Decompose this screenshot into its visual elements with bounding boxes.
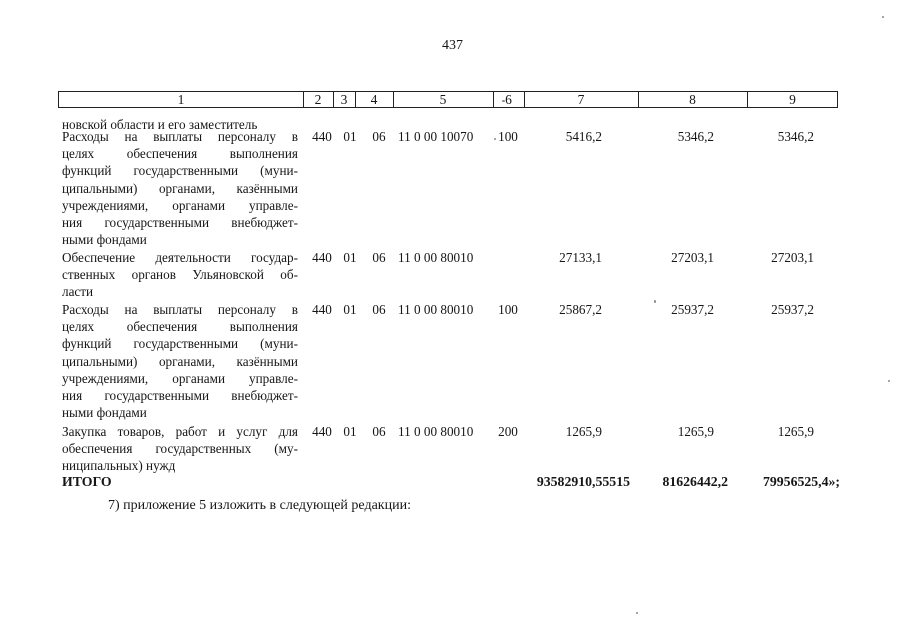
scan-speck (882, 16, 884, 18)
cell-gp: 440 (312, 424, 332, 439)
total-year-2: 81626442,2 (662, 474, 728, 489)
scan-speck (654, 300, 656, 303)
cell-rz: 01 (343, 424, 357, 439)
description-line: Расходы на выплаты персоналу в (62, 129, 298, 144)
description-line: ласти (62, 284, 94, 300)
column-header-5: 5 (393, 92, 494, 107)
cell-y1: 25867,2 (559, 302, 602, 317)
scan-speck (502, 100, 505, 102)
description-line: ципальными) органами, казёнными (62, 353, 298, 369)
description-line: ными фондами (62, 232, 147, 248)
cell-y1: 1265,9 (565, 424, 602, 439)
description-line: Расходы на выплаты персоналу в (62, 302, 298, 317)
cell-csr: 11 0 00 80010 (398, 424, 474, 439)
total-year-3: 79956525,4»; (762, 474, 840, 489)
cell-csr: 11 0 00 80010 (398, 250, 474, 265)
description-line: целях обеспечения выполнения (62, 319, 298, 335)
total-year-1: 93582910,55515 (536, 474, 630, 489)
cell-y3: 27203,1 (771, 250, 814, 265)
column-header-6: 6 (493, 92, 525, 107)
cell-gp: 440 (312, 302, 332, 317)
description-line: новской области и его заместитель (62, 117, 258, 132)
description-line: ниципальных) нужд (62, 458, 176, 474)
column-header-3: 3 (333, 92, 356, 107)
cell-y1: 27133,1 (559, 250, 602, 265)
row-description (62, 249, 298, 301)
cell-vr: 100 (498, 129, 518, 144)
scan-speck (494, 138, 496, 140)
scan-speck (636, 612, 638, 614)
scan-speck (888, 380, 890, 382)
row-description (62, 128, 298, 248)
cell-y2: 27203,1 (671, 250, 714, 265)
description-line: функций государственными (муни- (62, 336, 298, 352)
cell-y3: 5346,2 (777, 129, 814, 144)
column-header-9: 9 (789, 92, 796, 107)
cell-csr: 11 0 00 80010 (398, 302, 474, 317)
cell-y2: 1265,9 (677, 424, 714, 439)
cell-gp: 440 (312, 250, 332, 265)
total-label: ИТОГО (62, 474, 112, 489)
column-header-7: 7 (524, 92, 639, 107)
description-line: ственных органов Ульяновской об- (62, 267, 298, 283)
description-line: функций государственными (муни- (62, 163, 298, 179)
cell-csr: 11 0 00 10070 (398, 129, 474, 144)
cell-pr: 06 (372, 129, 386, 144)
column-header-2: 2 (303, 92, 334, 107)
cell-gp: 440 (312, 129, 332, 144)
cell-rz: 01 (343, 302, 357, 317)
description-line: Закупка товаров, работ и услуг для (62, 424, 298, 439)
cell-rz: 01 (343, 250, 357, 265)
description-line: учреждениями, органами управле- (62, 370, 298, 386)
cell-pr: 06 (372, 424, 386, 439)
cell-rz: 01 (343, 129, 357, 144)
description-line: обеспечения государственных (му- (62, 441, 298, 457)
row-description (62, 423, 298, 475)
description-line: ными фондами (62, 405, 147, 421)
cell-y3: 25937,2 (771, 302, 814, 317)
cell-pr: 06 (372, 250, 386, 265)
amendment-note: 7) приложение 5 изложить в следующей редакции: (108, 498, 411, 513)
cell-y1: 5416,2 (565, 129, 602, 144)
cell-y2: 25937,2 (671, 302, 714, 317)
cell-y3: 1265,9 (777, 424, 814, 439)
description-line: ния государственными внебюджет- (62, 388, 298, 404)
cell-pr: 06 (372, 302, 386, 317)
cell-vr: 200 (498, 424, 518, 439)
description-line: Обеспечение деятельности государ- (62, 250, 298, 265)
column-header-4: 4 (355, 92, 394, 107)
table-header-row (58, 91, 838, 108)
cell-y2: 5346,2 (677, 129, 714, 144)
row-description (62, 301, 298, 421)
column-header-1: 1 (59, 92, 304, 107)
column-header-8: 8 (638, 92, 748, 107)
description-line: ния государственными внебюджет- (62, 215, 298, 231)
description-line: учреждениями, органами управле- (62, 197, 298, 213)
description-line: ципальными) органами, казёнными (62, 180, 298, 196)
page-number: 437 (442, 38, 463, 53)
description-line: целях обеспечения выполнения (62, 146, 298, 162)
cell-vr: 100 (498, 302, 518, 317)
